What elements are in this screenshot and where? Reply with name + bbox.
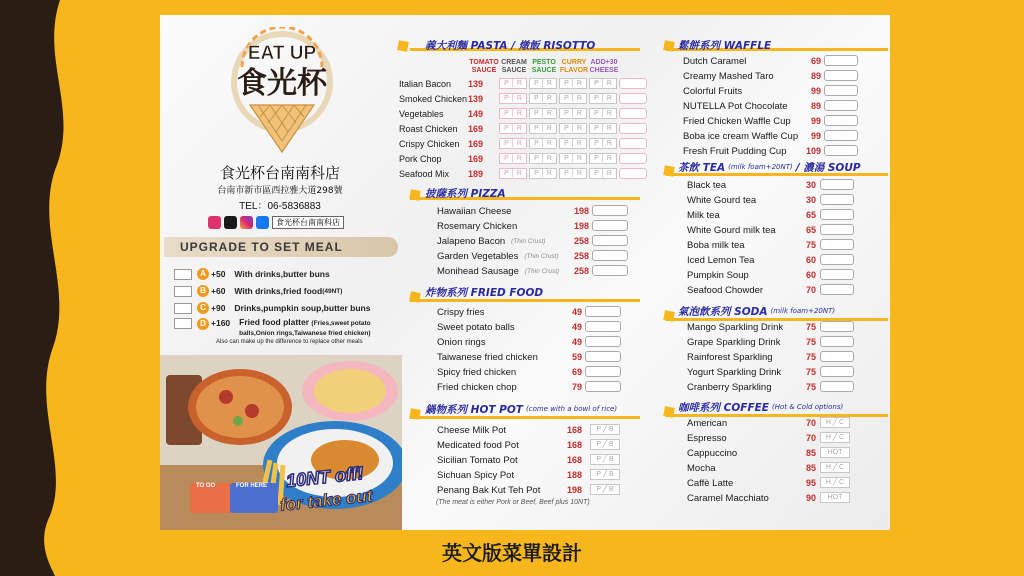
hotpot-item-label: Sichuan Spicy Pot (437, 469, 515, 481)
pizza-order-box[interactable] (592, 220, 628, 231)
set-option-a (174, 267, 330, 281)
coffee-item-price: 70 (805, 418, 816, 428)
waffle-order-box[interactable] (824, 85, 858, 96)
tea-item-name (687, 223, 776, 237)
hotpot-item-price: 168 (566, 455, 582, 465)
coffee-option-box[interactable]: HOT (820, 447, 850, 458)
hotpot-item-name (437, 453, 518, 467)
fried-item-label: Taiwanese fried chicken (437, 351, 538, 363)
hotpot-option-box[interactable]: P ╱ B (590, 439, 620, 450)
hotpot-item-label: Sicilian Tomato Pot (437, 454, 518, 466)
hotpot-item-name (437, 468, 514, 482)
coffee-item-label: Mocha (687, 462, 716, 474)
tea-item-name (687, 208, 720, 222)
waffle-item-name (683, 144, 787, 158)
option-note: (Fries,sweet potato balls,Onion rings,Taiwanese fried chicken) (239, 320, 371, 337)
pasta-cheese-box[interactable] (619, 168, 647, 179)
hotpot-option-box[interactable]: P ╱ B (590, 484, 620, 495)
fried-item-price: 49 (571, 307, 582, 317)
pasta-sauce-option[interactable]: P │ R (529, 153, 557, 164)
set-option-checkbox[interactable] (174, 303, 192, 314)
pizza-item-note: (Thin Crust) (524, 267, 560, 275)
store-phone: TEL：06-5836883 (239, 201, 321, 212)
soda-item-price: 75 (805, 367, 816, 377)
set-meal-note: Also can make up the difference to replace other meals (216, 339, 363, 345)
waffle-item-price: 89 (810, 101, 821, 111)
soda-order-box[interactable] (820, 366, 854, 377)
waffle-item-label: Boba ice cream Waffle Cup (683, 130, 799, 142)
pasta-sauce-option[interactable]: P │ R (589, 78, 617, 89)
waffle-item-label: NUTELLA Pot Chocolate (683, 100, 788, 112)
tea-item-label: Black tea (687, 179, 727, 191)
pasta-sauce-option[interactable]: P │ R (529, 168, 557, 179)
food-photo (160, 355, 402, 530)
fried-item-name (437, 335, 486, 349)
tea-item-name (687, 253, 754, 267)
pizza-item-label: Jalapeno Bacon (437, 235, 506, 247)
tea-item-price: 65 (805, 210, 816, 220)
promo-line-2: for take out (279, 486, 374, 515)
fried-item-name (437, 320, 515, 334)
waffle-order-box[interactable] (824, 145, 858, 156)
fried-item-label: Crispy fries (437, 306, 485, 318)
pasta-item-name: Roast Chicken (399, 124, 458, 134)
fried-item-name (437, 365, 516, 379)
social-handle: 食光杯台南南科店 (272, 216, 344, 229)
option-description: With drinks,butter buns (234, 269, 330, 279)
section-title-pasta: 義大利麵 PASTA / 燉飯 RISOTTO (425, 39, 596, 52)
pizza-item-price: 198 (573, 206, 589, 216)
tea-order-box[interactable] (820, 224, 854, 235)
coffee-item-label: Caffè Latte (687, 477, 734, 489)
tea-item-name (687, 238, 745, 252)
soda-order-box[interactable] (820, 351, 854, 362)
hot-pot-title: 鍋物系列 HOT POT (425, 403, 523, 416)
pasta-item-price: 169 (468, 139, 484, 149)
tea-order-box[interactable] (820, 194, 854, 205)
tea-order-box[interactable] (820, 254, 854, 265)
tea-item-label: Seafood Chowder (687, 284, 764, 296)
tea-order-box[interactable] (820, 179, 854, 190)
tea-item-price: 65 (805, 225, 816, 235)
soda-item-price: 75 (805, 352, 816, 362)
soda-item-label: Mango Sparkling Drink (687, 321, 784, 333)
pizza-item-label: Hawaiian Cheese (437, 205, 512, 217)
pizza-item-note: (Thin Crust) (524, 252, 559, 260)
hotpot-item-label: Medicated food Pot (437, 439, 519, 451)
pizza-item-name (437, 204, 511, 218)
hotpot-option-box[interactable]: P ╱ B (590, 469, 620, 480)
tea-item-price: 60 (805, 255, 816, 265)
soda-order-box[interactable] (820, 381, 854, 392)
tea-title: 茶飲 TEA (678, 161, 726, 174)
option-price: +50 (211, 269, 226, 279)
slide-caption: 英文版菜單設計 (442, 541, 582, 565)
pizza-item-name (437, 249, 559, 263)
section-title-tea-soup (678, 159, 861, 175)
pasta-sauce-option[interactable]: P │ R (529, 138, 557, 149)
pasta-sauce-option[interactable]: P │ R (529, 123, 557, 134)
fried-item-label: Sweet potato balls (437, 321, 515, 333)
waffle-item-name (683, 114, 791, 128)
hotpot-item-label: Cheese Milk Pot (437, 424, 507, 436)
tea-item-label: Pumpkin Soup (687, 269, 749, 281)
pizza-item-name (437, 234, 545, 248)
waffle-item-price: 109 (805, 146, 821, 156)
waffle-item-price: 89 (810, 71, 821, 81)
waffle-item-price: 99 (810, 116, 821, 126)
fried-item-name (437, 380, 517, 394)
store-address: 台南市新市區西拉雅大道298號 (217, 186, 343, 196)
sauce-header (559, 59, 589, 75)
sauce-header-bottom: SAUCE (471, 67, 497, 74)
waffle-item-label: Fried Chicken Waffle Cup (683, 115, 791, 127)
section-title-coffee (678, 399, 843, 415)
pasta-item-price: 169 (468, 154, 484, 164)
option-letter-badge: D (197, 318, 209, 330)
sauce-header-top: CURRY (561, 59, 587, 66)
waffle-item-label: Dutch Caramel (683, 55, 747, 67)
coffee-title: 咖啡系列 COFFEE (678, 401, 769, 414)
pasta-sauce-option[interactable]: P │ R (559, 108, 587, 119)
eat-up-logo (212, 27, 352, 159)
waffle-item-price: 99 (810, 86, 821, 96)
waffle-item-name (683, 84, 742, 98)
fried-item-name (437, 305, 485, 319)
hotpot-item-label: Penang Bak Kut Teh Pot (437, 484, 541, 496)
soda-title: 氣泡飲系列 SODA (678, 305, 768, 318)
sauce-header-top: TOMATO (469, 59, 499, 66)
upgrade-banner-label: UPGRADE TO SET MEAL (180, 240, 343, 254)
pizza-item-name (437, 264, 559, 278)
hot-pot-footnote: (The meat is either Pork or Beef, Beef plus 10NT) (436, 499, 590, 506)
for-here-label: FOR HERE (236, 483, 268, 489)
pasta-cheese-box[interactable] (619, 153, 647, 164)
hotpot-item-price: 198 (566, 485, 582, 495)
option-description-wrap (239, 318, 404, 338)
hotpot-item-name (437, 483, 540, 497)
pasta-sauce-option[interactable]: P │ R (499, 123, 527, 134)
section-title-soda (678, 303, 835, 319)
coffee-item-label: Cappuccino (687, 447, 738, 459)
pasta-sauce-option[interactable]: P │ R (559, 123, 587, 134)
soda-item-label: Yogurt Sparkling Drink (687, 366, 782, 378)
option-price: +60 (211, 286, 226, 296)
fried-order-box[interactable] (585, 351, 621, 362)
option-price: +90 (211, 303, 226, 313)
section-title-waffle: 鬆餅系列 WAFFLE (678, 39, 772, 52)
soda-item-name (687, 320, 783, 334)
pasta-cheese-box[interactable] (619, 78, 647, 89)
instagram-icon (240, 216, 253, 229)
pasta-sauce-option[interactable]: P │ R (529, 108, 557, 119)
pasta-cheese-box[interactable] (619, 138, 647, 149)
fried-item-price: 49 (571, 322, 582, 332)
pasta-sauce-option[interactable]: P │ R (559, 168, 587, 179)
waffle-item-label: Fresh Fruit Pudding Cup (683, 145, 787, 157)
pasta-sauce-option[interactable]: P │ R (499, 138, 527, 149)
sauce-header (589, 59, 619, 75)
tea-item-price: 75 (805, 240, 816, 250)
pasta-sauce-option[interactable]: P │ R (559, 138, 587, 149)
pasta-sauce-option[interactable]: P │ R (499, 108, 527, 119)
soda-item-name (687, 335, 780, 349)
coffee-option-box[interactable]: H ╱ C (820, 432, 850, 443)
coffee-item-label: Espresso (687, 432, 727, 444)
section-title-pizza: 披薩系列 PIZZA (425, 187, 506, 200)
tea-item-label: Boba milk tea (687, 239, 745, 251)
waffle-order-box[interactable] (824, 115, 858, 126)
fried-order-box[interactable] (585, 366, 621, 377)
pasta-item-price: 189 (468, 169, 484, 179)
set-option-checkbox[interactable] (174, 286, 192, 297)
set-option-b (174, 284, 342, 298)
pasta-item-name: Italian Bacon (399, 79, 452, 89)
pasta-item-name: Vegetables (399, 109, 444, 119)
coffee-item-price: 70 (805, 433, 816, 443)
coffee-option-box[interactable]: H ╱ C (820, 462, 850, 473)
to-go-label: TO GO (196, 483, 216, 489)
tea-item-label: White Gourd milk tea (687, 224, 776, 236)
svg-text:EAT UP: EAT UP (247, 43, 317, 64)
soda-item-label: Cranberry Sparkling (687, 381, 772, 393)
coffee-item-price: 95 (805, 478, 816, 488)
section-title-fried-food: 炸物系列 FRIED FOOD (425, 286, 544, 299)
fried-order-box[interactable] (585, 321, 621, 332)
tea-item-label: Iced Lemon Tea (687, 254, 755, 266)
option-letter-badge: A (197, 268, 209, 280)
hotpot-item-price: 168 (566, 440, 582, 450)
pasta-sauce-option[interactable]: P │ R (529, 78, 557, 89)
option-description: Fried food platter (239, 317, 312, 327)
sauce-header (529, 59, 559, 75)
pasta-item-price: 139 (468, 94, 484, 104)
pasta-sauce-option[interactable]: P │ R (589, 108, 617, 119)
pasta-sauce-option[interactable]: P │ R (499, 168, 527, 179)
pasta-sauce-option[interactable]: P │ R (589, 93, 617, 104)
waffle-item-name (683, 129, 798, 143)
hotpot-option-box[interactable]: P ╱ B (590, 454, 620, 465)
fried-order-box[interactable] (585, 336, 621, 347)
left-wave-decoration (0, 0, 78, 576)
tea-order-box[interactable] (820, 239, 854, 250)
pizza-order-box[interactable] (592, 235, 628, 246)
soda-item-label: Rainforest Sparkling (687, 351, 773, 363)
soda-item-price: 75 (805, 322, 816, 332)
pizza-item-price: 258 (573, 251, 589, 261)
coffee-item-price: 90 (805, 493, 816, 503)
pasta-sauce-option[interactable]: P │ R (589, 123, 617, 134)
soda-order-box[interactable] (820, 321, 854, 332)
menu-board (160, 15, 890, 530)
waffle-item-price: 99 (810, 131, 821, 141)
pasta-cheese-box[interactable] (619, 123, 647, 134)
pasta-sauce-option[interactable]: P │ R (559, 78, 587, 89)
social-links (208, 215, 344, 229)
pizza-order-box[interactable] (592, 250, 628, 261)
option-price: +160 (211, 318, 231, 328)
coffee-item-price: 85 (805, 448, 816, 458)
pasta-sauce-option[interactable]: P │ R (499, 93, 527, 104)
tea-item-name (687, 193, 756, 207)
coffee-option-box[interactable]: H ╱ C (820, 417, 850, 428)
svg-text:食光杯: 食光杯 (237, 66, 327, 101)
hotpot-item-price: 188 (566, 470, 582, 480)
coffee-item-price: 85 (805, 463, 816, 473)
pasta-sauce-option[interactable]: P │ R (559, 153, 587, 164)
coffee-item-name (687, 461, 716, 475)
fried-order-box[interactable] (585, 381, 621, 392)
pasta-sauce-option[interactable]: P │ R (589, 153, 617, 164)
coffee-item-name (687, 446, 737, 460)
ubereats-icon (224, 216, 237, 229)
hotpot-item-name (437, 438, 519, 452)
soda-item-price: 75 (805, 382, 816, 392)
sauce-header-bottom: CHEESE (589, 67, 619, 74)
pasta-cheese-box[interactable] (619, 93, 647, 104)
waffle-order-box[interactable] (824, 130, 858, 141)
tea-item-price: 30 (805, 195, 816, 205)
sauce-header-top: PESTO (532, 59, 556, 66)
tea-item-name (687, 283, 763, 297)
foodpanda-icon (208, 216, 221, 229)
waffle-order-box[interactable] (824, 70, 858, 81)
set-option-c (174, 301, 370, 315)
promo-line-1: 10NT off! (285, 462, 365, 492)
pasta-item-price: 169 (468, 124, 484, 134)
waffle-order-box[interactable] (824, 55, 858, 66)
option-letter-badge: C (197, 302, 209, 314)
tea-item-name (687, 268, 749, 282)
fried-item-price: 69 (571, 367, 582, 377)
pizza-order-box[interactable] (592, 265, 628, 276)
coffee-item-label: Caramel Macchiato (687, 492, 769, 504)
sauce-header (469, 59, 499, 75)
option-description: Drinks,pumpkin soup,butter buns (234, 303, 371, 313)
pasta-sauce-option[interactable]: P │ R (499, 78, 527, 89)
waffle-item-price: 69 (810, 56, 821, 66)
option-letter-badge: B (197, 285, 209, 297)
store-name: 食光杯台南南科店 (219, 164, 340, 182)
pasta-sauce-option[interactable]: P │ R (589, 138, 617, 149)
hotpot-option-box[interactable]: P ╱ B (590, 424, 620, 435)
pizza-order-box[interactable] (592, 205, 628, 216)
pizza-item-label: Monihead Sausage (437, 265, 519, 277)
pizza-item-label: Rosemary Chicken (437, 220, 518, 232)
coffee-item-name (687, 416, 727, 430)
tea-item-price: 70 (805, 285, 816, 295)
hotpot-item-price: 168 (566, 425, 582, 435)
pasta-sauce-option[interactable]: P │ R (559, 93, 587, 104)
waffle-item-label: Creamy Mashed Taro (683, 70, 774, 82)
coffee-item-name (687, 491, 769, 505)
waffle-item-label: Colorful Fruits (683, 85, 743, 97)
pasta-sauce-option[interactable]: P │ R (589, 168, 617, 179)
waffle-order-box[interactable] (824, 100, 858, 111)
fried-item-label: Fried chicken chop (437, 381, 517, 393)
coffee-title-note: (Hot & Cold options) (771, 403, 844, 411)
pasta-item-price: 139 (468, 79, 484, 89)
pasta-item-name: Smoked Chicken (399, 94, 468, 104)
hotpot-item-name (437, 423, 506, 437)
pizza-item-note: (Thin Crust) (511, 237, 546, 245)
set-option-checkbox[interactable] (174, 269, 192, 280)
tea-item-label: White Gourd tea (687, 194, 757, 206)
pasta-item-name: Seafood Mix (399, 169, 450, 179)
pizza-item-price: 258 (573, 266, 589, 276)
fried-item-label: Spicy fried chicken (437, 366, 517, 378)
soda-item-label: Grape Sparkling Drink (687, 336, 781, 348)
fried-item-price: 79 (571, 382, 582, 392)
tea-item-label: Milk tea (687, 209, 720, 221)
facebook-icon (256, 216, 269, 229)
waffle-item-name (683, 54, 746, 68)
soda-order-box[interactable] (820, 336, 854, 347)
sauce-header-bottom: FLAVOR (559, 67, 589, 74)
pizza-item-price: 198 (573, 221, 589, 231)
set-option-checkbox[interactable] (174, 318, 192, 329)
hot-pot-title-note: (come with a bowl of rice) (525, 405, 618, 413)
pizza-item-label: Garden Vegetables (437, 250, 519, 262)
tea-order-box[interactable] (820, 284, 854, 295)
tea-title-note: (milk foam+20NT) (728, 163, 793, 171)
soda-item-price: 75 (805, 337, 816, 347)
sauce-header (499, 59, 529, 75)
set-option-d (174, 318, 404, 338)
fried-item-price: 59 (571, 352, 582, 362)
coffee-item-name (687, 476, 733, 490)
soup-title: / 濃湯 SOUP (795, 161, 861, 174)
soda-item-name (687, 350, 773, 364)
soda-item-name (687, 365, 781, 379)
pasta-item-price: 149 (468, 109, 484, 119)
tea-item-price: 30 (805, 180, 816, 190)
pizza-item-name (437, 219, 517, 233)
pasta-cheese-box[interactable] (619, 108, 647, 119)
tea-order-box[interactable] (820, 209, 854, 220)
sauce-header-top: CREAM (501, 59, 527, 66)
pasta-item-name: Crispy Chicken (399, 139, 460, 149)
sauce-header-bottom: SAUCE (501, 67, 527, 74)
sauce-header-bottom: SAUCE (531, 67, 557, 74)
option-note: (49NT) (322, 287, 343, 295)
pizza-item-price: 258 (573, 236, 589, 246)
option-description: With drinks,fried food (234, 286, 323, 296)
fried-item-price: 49 (571, 337, 582, 347)
coffee-item-name (687, 431, 727, 445)
coffee-item-label: American (687, 417, 728, 429)
tea-order-box[interactable] (820, 269, 854, 280)
waffle-item-name (683, 69, 774, 83)
pasta-item-name: Pork Chop (399, 154, 442, 164)
tea-item-price: 60 (805, 270, 816, 280)
soda-title-note: (milk foam+20NT) (770, 307, 836, 315)
section-title-hot-pot (425, 401, 617, 417)
fried-item-label: Onion rings (437, 336, 486, 348)
upgrade-banner (164, 237, 398, 257)
coffee-option-box[interactable]: H ╱ C (820, 477, 850, 488)
tea-item-name (687, 178, 726, 192)
pasta-sauce-option[interactable]: P │ R (499, 153, 527, 164)
sauce-header-top: ADD+30 (590, 59, 618, 66)
soda-item-name (687, 380, 771, 394)
waffle-item-name (683, 99, 788, 113)
pasta-sauce-option[interactable]: P │ R (529, 93, 557, 104)
coffee-option-box[interactable]: HOT (820, 492, 850, 503)
fried-item-name (437, 350, 538, 364)
fried-order-box[interactable] (585, 306, 621, 317)
